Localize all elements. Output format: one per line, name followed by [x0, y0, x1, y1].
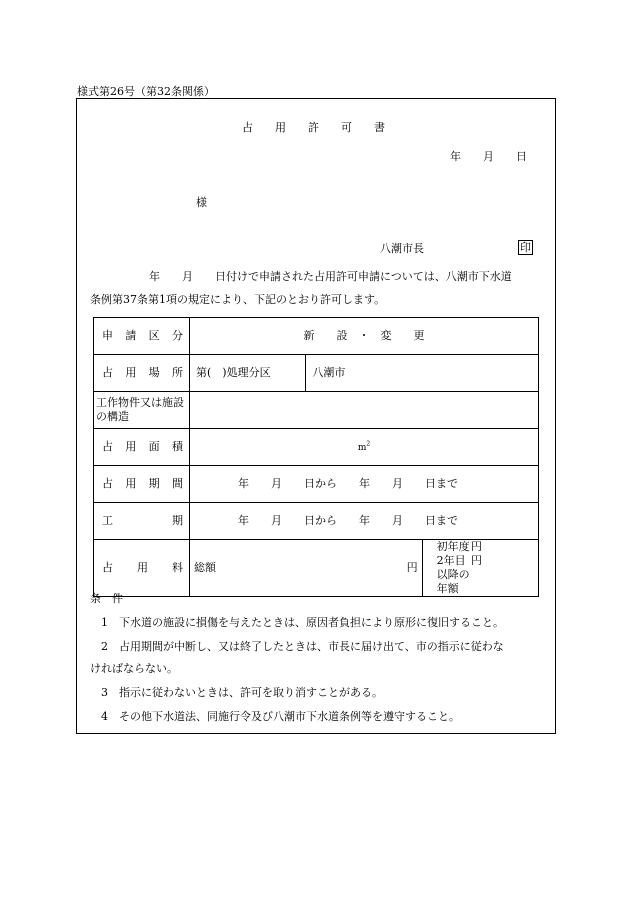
label-location	[94, 355, 190, 392]
value-fee-breakdown	[422, 540, 538, 597]
condition-item-2: 2 占用期間が中断し、又は終了したときは、市長に届け出て、市の指示に従わな	[101, 640, 504, 653]
conditions-heading: 条 件	[90, 592, 123, 605]
area-unit: m	[357, 442, 367, 453]
fee-later-years-unit: 円	[471, 554, 482, 567]
label-char: 用	[137, 560, 148, 574]
row-structure	[94, 392, 539, 429]
label-char: 占	[102, 365, 113, 379]
label-construction	[94, 503, 190, 540]
value-construction: 年 月 日から 年 月 日まで	[190, 503, 539, 540]
label-char: 用	[125, 439, 137, 453]
label-char: 請	[125, 328, 137, 342]
label-char: 用	[125, 365, 137, 379]
label-char: 積	[171, 439, 183, 453]
label-char: 期	[172, 513, 183, 527]
value-area	[190, 429, 539, 466]
label-char: 占	[102, 439, 113, 453]
form-number: 様式第26号（第32条関係）	[77, 85, 215, 98]
row-area	[94, 429, 539, 466]
value-city: 八潮市	[306, 355, 539, 392]
value-structure	[190, 392, 539, 429]
seal-mark: 印	[520, 241, 531, 254]
intro-line-1: 年 月 日付けで申請された占用許可申請については、八潮市下水道	[149, 270, 512, 283]
condition-item-1: 1 下水道の施設に損傷を与えたときは、原因者負担により原形に復旧すること。	[101, 616, 504, 629]
label-application-type	[94, 318, 190, 355]
value-fee-total	[190, 540, 423, 597]
intro-line-2: 条例第37条第1項の規定により、下記のとおり許可します。	[90, 293, 386, 306]
label-char: 申	[102, 328, 113, 342]
row-location	[94, 355, 539, 392]
issue-date: 年 月 日	[450, 150, 527, 163]
fee-first-year-unit: 円	[471, 540, 482, 553]
fee-total-label: 総額	[194, 560, 216, 574]
fee-total-unit: 円	[406, 560, 418, 574]
label-char: 場	[148, 365, 160, 379]
value-application-type: 新 設 ・ 変 更	[190, 318, 539, 355]
label-char: 間	[171, 476, 183, 490]
fee-first-year-label: 初年度	[436, 540, 470, 553]
label-char: 用	[125, 476, 137, 490]
row-construction	[94, 503, 539, 540]
condition-item-4: 4 その他下水道法、同施行令及び八潮市下水道条例等を遵守すること。	[101, 710, 460, 723]
label-area	[94, 429, 190, 466]
addressee-suffix: 様	[196, 196, 207, 209]
label-char: 工	[102, 513, 113, 527]
label-structure: 工作物件又は施設の構造	[94, 392, 190, 429]
label-char: 分	[171, 328, 183, 342]
label-char: 料	[172, 560, 183, 574]
value-district: 第( )処理分区	[190, 355, 306, 392]
label-char: 区	[148, 328, 160, 342]
label-char: 期	[148, 476, 160, 490]
row-fee	[94, 540, 539, 597]
label-char: 占	[102, 560, 113, 574]
document-title: 占 用 許 可 書	[242, 121, 385, 134]
row-application-type	[94, 318, 539, 355]
condition-item-3: 3 指示に従わないときは、許可を取り消すことがある。	[101, 686, 383, 699]
value-period: 年 月 日から 年 月 日まで	[190, 466, 539, 503]
fee-later-years-label: 2年目以降の年額	[436, 554, 470, 595]
label-char: 占	[102, 476, 113, 490]
area-unit-sup: 2	[366, 440, 371, 447]
permit-table	[93, 317, 539, 597]
condition-item-2-continued: ければならない。	[90, 662, 178, 675]
label-char: 所	[171, 365, 183, 379]
row-period	[94, 466, 539, 503]
label-period	[94, 466, 190, 503]
label-fee	[94, 540, 190, 597]
issuer-name: 八潮市長	[380, 242, 424, 255]
label-char: 面	[148, 439, 160, 453]
